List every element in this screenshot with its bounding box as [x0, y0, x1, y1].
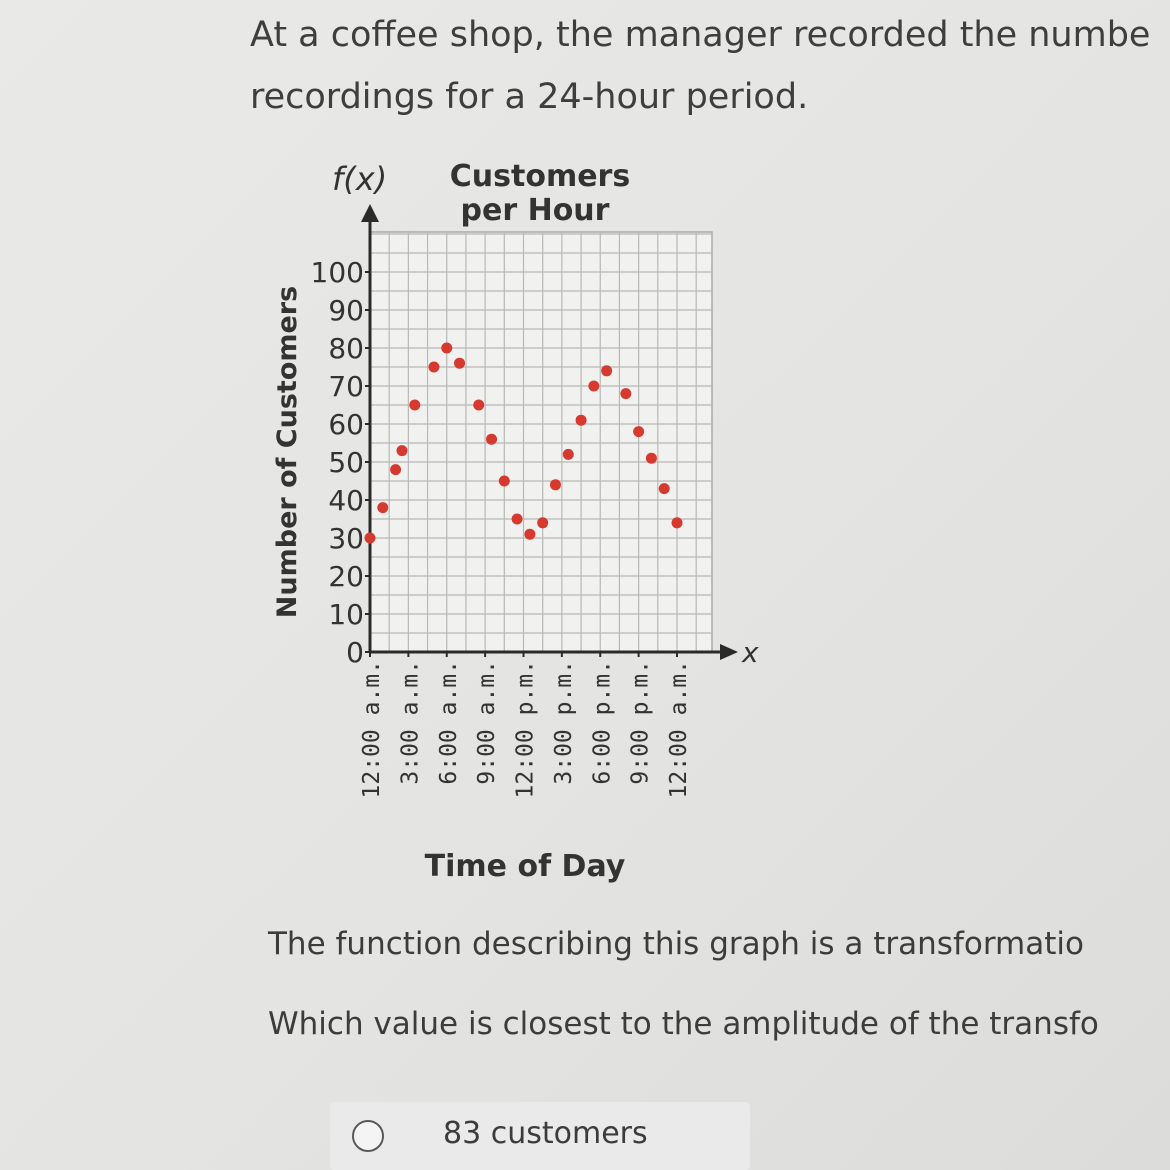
x-tick-label: 9:00 p.m. [627, 660, 654, 785]
chart-title-line-2: per Hour [460, 193, 610, 228]
chart-title-line-1: Customers [449, 159, 631, 194]
data-point [512, 514, 523, 525]
data-point [633, 426, 644, 437]
data-point [499, 476, 510, 487]
data-point [646, 453, 657, 464]
answer-option-1[interactable] [330, 1102, 750, 1170]
plot-area [370, 232, 712, 652]
y-tick-label: 0 [346, 636, 364, 669]
data-point [428, 362, 439, 373]
y-tick-label: 60 [328, 408, 364, 441]
y-tick-label: 20 [328, 560, 364, 593]
data-point [409, 400, 420, 411]
y-axis-label: Number of Customers [272, 285, 303, 619]
x-tick-label: 12:00 a.m. [359, 660, 385, 799]
data-point [454, 358, 465, 369]
data-point [486, 434, 497, 445]
data-point [441, 343, 452, 354]
x-tick-label: 3:00 p.m. [550, 660, 577, 785]
chart-grid [370, 232, 712, 652]
data-point [550, 479, 561, 490]
question-context: The function describing this graph is a transformatio [268, 926, 1084, 962]
y-tick-label: 30 [328, 522, 364, 555]
x-tick-label: 12:00 p.m. [512, 660, 539, 799]
y-tick-label: 80 [328, 332, 364, 365]
answer-option-label: 83 customers [443, 1116, 648, 1151]
data-point [563, 449, 574, 460]
data-point [377, 502, 388, 513]
intro-line-1: At a coffee shop, the manager recorded the numbe [250, 15, 1151, 55]
data-point [576, 415, 587, 426]
data-point [588, 381, 599, 392]
data-point [524, 529, 535, 540]
x-axis-label: Time of Day [424, 849, 626, 884]
intro-line-2: recordings for a 24-hour period. [250, 77, 809, 117]
data-point [537, 517, 548, 528]
x-tick-label: 6:00 a.m. [435, 660, 462, 785]
y-tick-label: 100 [310, 256, 364, 289]
radio-button[interactable] [352, 1120, 384, 1152]
x-axis-arrow-icon [720, 644, 738, 660]
x-tick-label: 6:00 p.m. [589, 660, 616, 785]
data-point [365, 533, 376, 544]
data-point [390, 464, 401, 475]
y-tick-label: 40 [328, 484, 364, 517]
y-tick-label: 10 [328, 598, 364, 631]
x-tick-label: 9:00 a.m. [474, 660, 501, 785]
data-point [672, 517, 683, 528]
y-axis-function-label: f(x) [332, 160, 388, 198]
y-tick-label: 90 [328, 294, 364, 327]
y-tick-label: 70 [328, 370, 364, 403]
data-point [473, 400, 484, 411]
x-tick-label: 3:00 a.m. [397, 660, 424, 785]
data-point [396, 445, 407, 456]
y-tick-label: 50 [328, 446, 364, 479]
question-prompt: Which value is closest to the amplitude of the transfo [268, 1006, 1099, 1042]
data-point [620, 388, 631, 399]
data-point [601, 365, 612, 376]
x-tick-label: 12:00 a.m. [666, 660, 692, 799]
y-axis-arrow-icon [361, 204, 379, 222]
x-axis-name: x [742, 636, 759, 669]
data-point [659, 483, 670, 494]
